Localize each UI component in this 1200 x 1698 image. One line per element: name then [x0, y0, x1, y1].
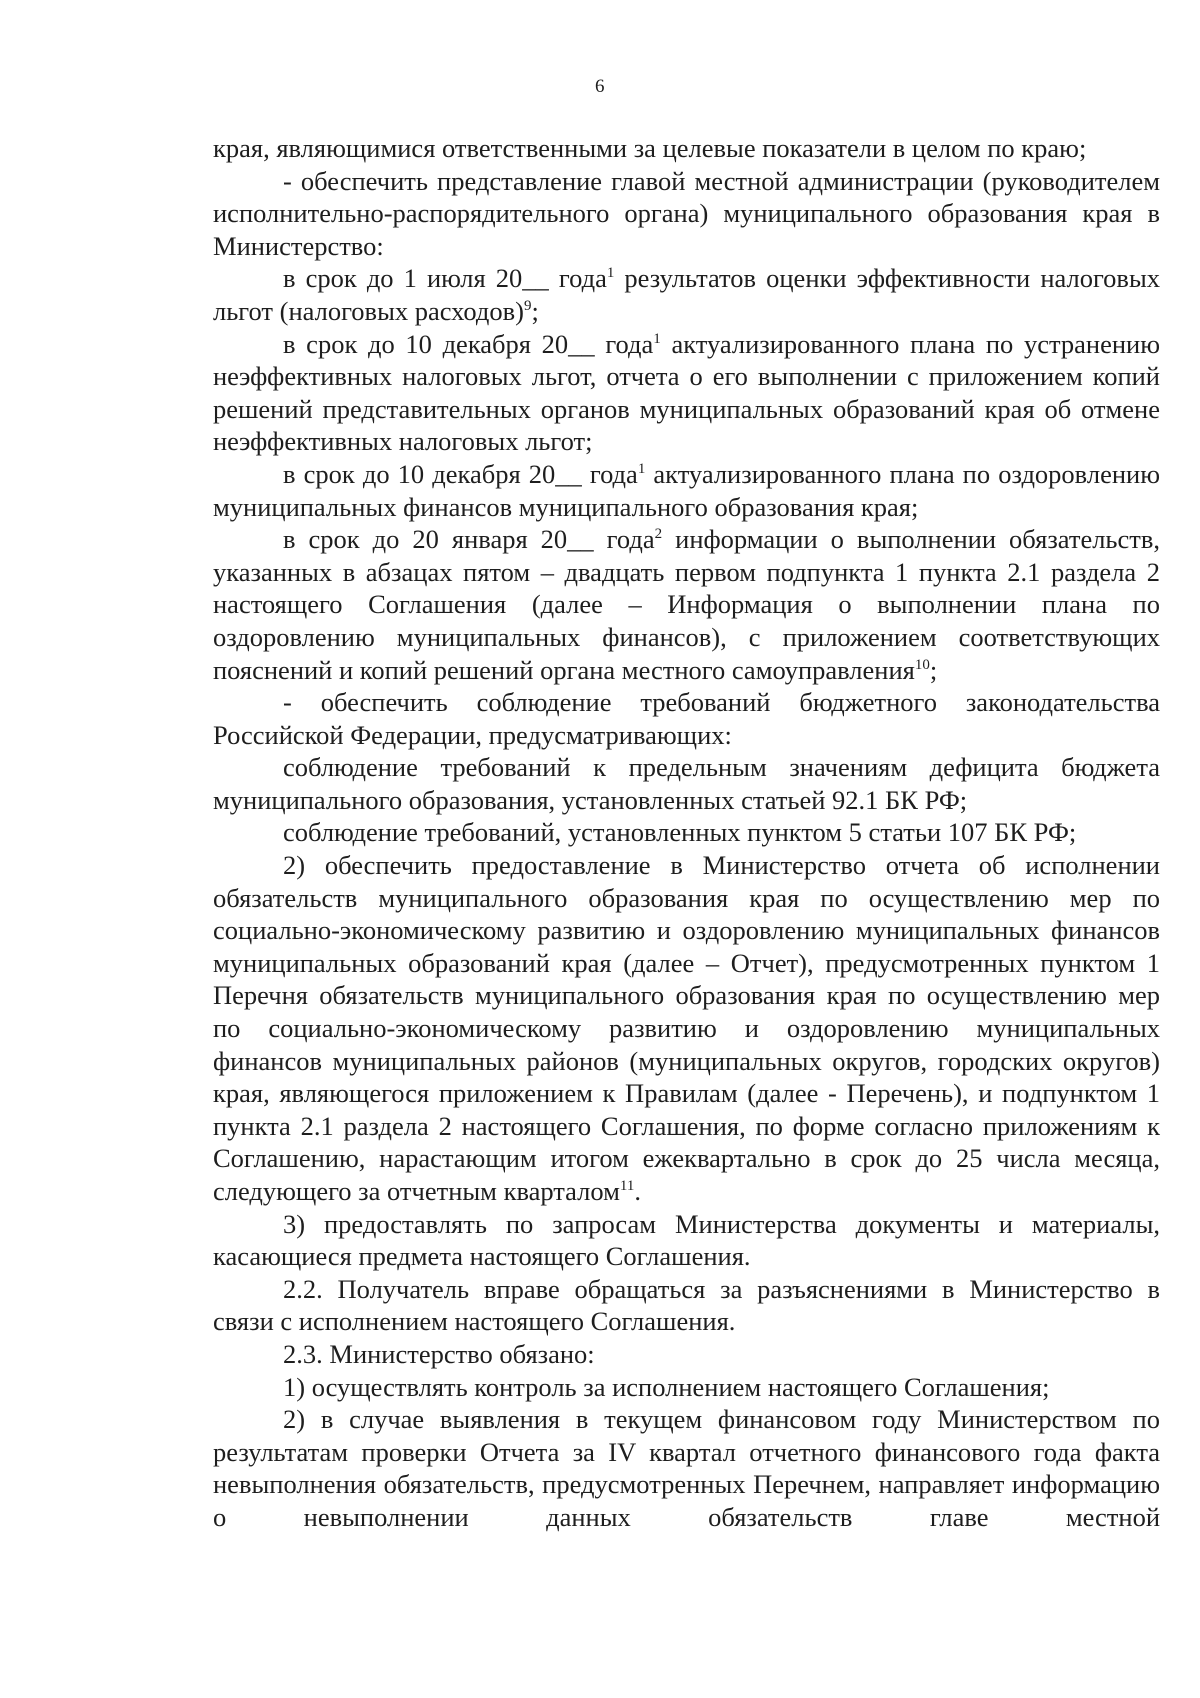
document-body	[213, 132, 1160, 1534]
paragraph-4: в срок до 10 декабря 20__ года$^1$ актуализированного плана по устранению неэффективных налоговых льгот, отчета о его выполнении с приложением копий решений представительных органов муниципальных образований края об отмене неэффективных налоговых льгот;	[213, 328, 1160, 457]
footnote-ref: 1	[637, 461, 646, 478]
paragraph-1: края, являющимися ответственными за целевые показатели в целом по краю;	[213, 133, 1087, 163]
paragraph-15: 2) в случае выявления в текущем финансовом году Министерством по результатам проверки Отчета за IV квартал отчетного финансового года факта невыполнения обязательств, предусмотренных Перечнем, направляет информацию о невыполнении данных обязательств главе местной	[213, 1404, 1160, 1532]
paragraph-2: - обеспечить представление главой местной администрации (руководителем исполнительно-распорядительного органа) муниципального образования края в Министерство:	[213, 165, 1160, 261]
paragraph-12: 2.2. Получатель вправе обращаться за разъяснениями в Министерство в связи с исполнением настоящего Соглашения.	[213, 1273, 1160, 1337]
paragraph-8: соблюдение требований к предельным значениям дефицита бюджета муниципального образования, установленных статьей 92.1 БК РФ;	[213, 752, 1160, 815]
paragraph-7: - обеспечить соблюдение требований бюджетного законодательства Российской Федерации, предусматривающих:	[213, 687, 1160, 750]
paragraph-9: соблюдение требований, установленных пунктом 5 статьи 107 БК РФ;	[283, 817, 1077, 848]
paragraph-6: в срок до 20 января 20__ года$^2$ информации о выполнении обязательств, указанных в абзацах пятом – двадцать первом подпункта 1 пункта 2.1 раздела 2 настоящего Соглашения (далее – Информация о выполнении плана по оздоровлению муниципальных финансов), с приложением соответствующих пояснений и копий решений органа местного самоуправления$^{10}$;	[213, 524, 1160, 685]
footnote-ref: 2	[654, 526, 663, 543]
paragraph-5: в срок до 10 декабря 20__ года$^1$ актуализированного плана по оздоровлению муниципальных финансов муниципального образования края;	[213, 458, 1160, 522]
footnote-ref: 1	[606, 265, 615, 282]
paragraph-3: в срок до 1 июля 20__ года$^1$ результатов оценки эффективности налоговых льгот (налоговых расходов)$^9$;	[213, 263, 1160, 326]
paragraph-13: 2.3. Министерство обязано:	[283, 1338, 595, 1369]
paragraph-11: 3) предоставлять по запросам Министерства документы и материалы, касающиеся предмета настоящего Соглашения.	[213, 1208, 1160, 1272]
footnote-ref: 1	[653, 330, 661, 347]
footnote-ref: 11	[619, 1178, 635, 1195]
paragraph-14: 1) осуществлять контроль за исполнением настоящего Соглашения;	[283, 1371, 1050, 1402]
footnote-ref: 10	[914, 656, 930, 673]
page-number: 6	[595, 76, 605, 97]
paragraph-10: 2) обеспечить предоставление в Министерство отчета об исполнении обязательств муниципального образования края по осуществлению мер по социально-экономическому развитию и оздоровлению муниципальных финансов муниципальных образований края (далее – Отчет), предусмотренных пунктом 1 Перечня обязательств муниципального образования края по осуществлению мер по социально-экономическому развитию и оздоровлению муниципальных финансов муниципальных районов (муниципальных округов, городских округов) края, являющегося приложением к Правилам (далее - Перечень), и подпунктом 1 пункта 2.1 раздела 2 настоящего Соглашения, по форме согласно приложениям к Соглашению, нарастающим итогом ежеквартально в срок до 25 числа месяца, следующего за отчетным кварталом$^{11}$.	[213, 850, 1160, 1206]
footnote-ref: 9	[523, 298, 532, 315]
